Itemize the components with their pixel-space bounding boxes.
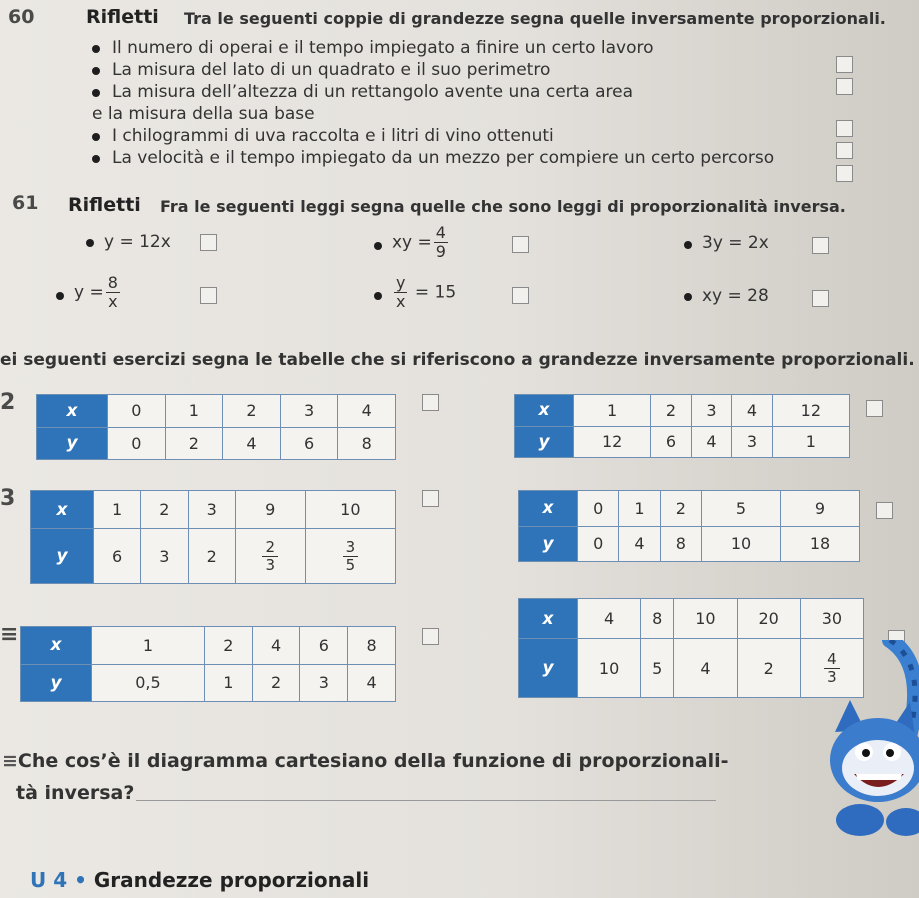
- table-cell: 6: [651, 426, 691, 458]
- table-cell: 8: [641, 599, 674, 639]
- ex60-checkbox-4[interactable]: [836, 142, 853, 159]
- table-cell: 4: [619, 526, 660, 562]
- law-a-checkbox[interactable]: [200, 234, 217, 251]
- table-cell: 4: [674, 639, 737, 698]
- table-5-checkbox[interactable]: [422, 628, 439, 645]
- table-cell: 1: [574, 395, 651, 427]
- exercise-63-number: 3: [0, 486, 16, 511]
- bullet: [56, 292, 64, 300]
- law-d-checkbox[interactable]: [200, 287, 217, 304]
- table-cell: 3: [691, 395, 731, 427]
- bullet: [374, 242, 382, 250]
- table-cell: 2: [651, 395, 691, 427]
- table-cell: 6: [300, 627, 348, 665]
- fraction-denominator: 5: [345, 555, 356, 574]
- tables-instruction: ei seguenti esercizi segna le tabelle che si riferiscono a grandezze inversamente proporzionali.: [0, 350, 915, 370]
- table-3-checkbox[interactable]: [422, 490, 439, 507]
- ex60-item-3-continued: e la misura della sua base: [92, 104, 315, 124]
- table-cell: 2: [660, 491, 701, 527]
- law-e: [392, 274, 456, 311]
- table-2-y-row: [515, 426, 850, 458]
- table-cell: 0: [578, 526, 619, 562]
- ex60-checkbox-1[interactable]: [836, 56, 853, 73]
- table-cell: 4: [578, 599, 641, 639]
- ex60-item-1: Il numero di operai e il tempo impiegato a finire un certo lavoro: [112, 38, 654, 58]
- table-3: [30, 490, 396, 584]
- law-c: 3y = 2x: [702, 233, 769, 253]
- table-cell: 6: [280, 427, 338, 460]
- table-cell: 8: [660, 526, 701, 562]
- table-cell: 1: [619, 491, 660, 527]
- footer-unit: U 4: [30, 868, 68, 892]
- ex60-item-5: La velocità e il tempo impiegato da un mezzo per compiere un certo percorso: [112, 148, 775, 168]
- ex60-checkbox-2[interactable]: [836, 78, 853, 95]
- law-f-checkbox[interactable]: [812, 290, 829, 307]
- question-line-2: tà inversa?: [16, 782, 135, 804]
- law-c-checkbox[interactable]: [812, 237, 829, 254]
- law-e-numerator: y: [396, 273, 406, 292]
- fraction-denominator: 3: [265, 555, 276, 574]
- table-cell: 0: [108, 395, 166, 428]
- table-2: [514, 394, 850, 458]
- table-6-y-row: [519, 639, 864, 698]
- table-5-x-row: [21, 627, 396, 665]
- table-cell: 9: [780, 491, 859, 527]
- table-cell: 18: [780, 526, 859, 562]
- table-cell: 2: [204, 627, 252, 665]
- table-cell: 4: [691, 426, 731, 458]
- table-cell: 4: [732, 395, 772, 427]
- table-cell: 2: [223, 395, 281, 428]
- fraction-numerator: 2: [262, 539, 278, 557]
- table-cell: 2: [165, 427, 223, 460]
- law-d-denominator: x: [108, 292, 118, 311]
- table-3-y-row: [31, 529, 396, 584]
- table-cell: 2: [252, 664, 300, 702]
- exercise-61-number: 61: [12, 192, 39, 214]
- cat-mascot-icon: [820, 640, 919, 840]
- table-4-x-row: [519, 491, 860, 527]
- table-2-x-row: [515, 395, 850, 427]
- table-cell: 2: [737, 639, 800, 698]
- table-cell: [235, 529, 305, 584]
- law-b-checkbox[interactable]: [512, 236, 529, 253]
- question-text-1: Che cos’è il diagramma cartesiano della funzione di proporzionali-: [17, 750, 729, 772]
- exercise-62-number: 2: [0, 390, 16, 415]
- table-1-x-header: x: [37, 395, 108, 428]
- law-b-numerator: 4: [435, 223, 446, 242]
- table-1-checkbox[interactable]: [422, 394, 439, 411]
- table-cell: 30: [800, 599, 863, 639]
- table-cell: 9: [235, 491, 305, 529]
- ex60-checkbox-5[interactable]: [836, 165, 853, 182]
- table-2-y-header: y: [515, 426, 574, 458]
- table-cell: 10: [578, 639, 641, 698]
- footer-separator: •: [74, 868, 87, 892]
- table-cell: [305, 529, 395, 584]
- table-cell: 3: [300, 664, 348, 702]
- table-5: [20, 626, 396, 702]
- table-4-y-row: [519, 526, 860, 562]
- table-1: [36, 394, 396, 460]
- law-d-numerator: 8: [107, 273, 118, 292]
- table-1-y-header: y: [37, 427, 108, 460]
- table-4: [518, 490, 860, 562]
- table-cell: 4: [223, 427, 281, 460]
- table-5-y-header: y: [21, 664, 92, 702]
- table-3-x-header: x: [31, 491, 94, 529]
- table-5-x-header: x: [21, 627, 92, 665]
- fraction-numerator: 4: [824, 651, 840, 669]
- law-d-left: y =: [74, 282, 104, 303]
- law-e-denominator: x: [396, 292, 406, 311]
- ex60-item-3: La misura dell’altezza di un rettangolo avente una certa area: [112, 82, 634, 102]
- table-4-checkbox[interactable]: [876, 502, 893, 519]
- table-cell: 5: [641, 639, 674, 698]
- table-cell: 1: [92, 627, 205, 665]
- table-cell: 3: [280, 395, 338, 428]
- law-f: xy = 28: [702, 286, 769, 306]
- table-cell: 5: [702, 491, 781, 527]
- table-1-x-row: [37, 395, 396, 428]
- table-6: [518, 598, 864, 698]
- table-cell: 0: [108, 427, 166, 460]
- table-1-y-row: [37, 427, 396, 460]
- table-cell: 1: [165, 395, 223, 428]
- exercise-60-title: Tra le seguenti coppie di grandezze segna quelle inversamente proporzionali.: [184, 9, 886, 28]
- law-e-checkbox[interactable]: [512, 287, 529, 304]
- answer-line[interactable]: [136, 800, 716, 801]
- exercise-60-number: 60: [8, 6, 35, 28]
- exercise-60-keyword: Rifletti: [86, 6, 159, 28]
- law-a: y = 12x: [104, 232, 171, 252]
- table-cell: 1: [204, 664, 252, 702]
- ex60-checkbox-3[interactable]: [836, 120, 853, 137]
- table-5-y-row: [21, 664, 396, 702]
- table-cell: 12: [772, 395, 849, 427]
- law-d: [74, 274, 122, 311]
- bullet: [684, 293, 692, 301]
- table-cell: 8: [338, 427, 396, 460]
- table-6-x-header: x: [519, 599, 578, 639]
- footer-topic: Grandezze proporzionali: [93, 868, 370, 892]
- table-cell: 2: [188, 529, 235, 584]
- fraction-numerator: 3: [343, 539, 359, 557]
- table-cell: 3: [188, 491, 235, 529]
- law-b: [392, 224, 450, 261]
- table-cell: 4: [252, 627, 300, 665]
- exercise-64-marker: ≡: [0, 622, 19, 647]
- table-3-y-header: y: [31, 529, 94, 584]
- table-2-x-header: x: [515, 395, 574, 427]
- table-6-x-row: [519, 599, 864, 639]
- law-e-right: = 15: [414, 282, 457, 303]
- table-2-checkbox[interactable]: [866, 400, 883, 417]
- table-cell: 10: [702, 526, 781, 562]
- table-cell: 0,5: [92, 664, 205, 702]
- table-cell: 1: [94, 491, 141, 529]
- exercise-61-title: Fra le seguenti leggi segna quelle che sono leggi di proporzionalità inversa.: [160, 197, 846, 216]
- table-cell: 1: [772, 426, 849, 458]
- question-marker: ≡: [2, 750, 18, 772]
- table-cell: 6: [94, 529, 141, 584]
- table-cell: 8: [348, 627, 396, 665]
- table-3-x-row: [31, 491, 396, 529]
- table-cell: 10: [674, 599, 737, 639]
- law-b-left: xy =: [392, 232, 432, 253]
- table-cell: 20: [737, 599, 800, 639]
- page-footer: [30, 868, 369, 892]
- ex60-item-4: I chilogrammi di uva raccolta e i litri di vino ottenuti: [112, 126, 554, 146]
- table-cell: 3: [732, 426, 772, 458]
- table-6-y-header: y: [519, 639, 578, 698]
- table-cell: 3: [141, 529, 188, 584]
- table-cell: 4: [338, 395, 396, 428]
- bullet: [86, 239, 94, 247]
- table-cell: 2: [141, 491, 188, 529]
- table-4-x-header: x: [519, 491, 578, 527]
- table-cell: 0: [578, 491, 619, 527]
- exercise-61-keyword: Rifletti: [68, 194, 141, 216]
- table-cell: 10: [305, 491, 395, 529]
- table-cell: 12: [574, 426, 651, 458]
- question-line-1: [2, 750, 728, 772]
- ex60-item-2: La misura del lato di un quadrato e il suo perimetro: [112, 60, 551, 80]
- table-4-y-header: y: [519, 526, 578, 562]
- law-b-denominator: 9: [435, 242, 446, 261]
- table-cell: 4: [348, 664, 396, 702]
- bullet: [374, 292, 382, 300]
- fraction-denominator: 3: [827, 667, 837, 686]
- bullet: [684, 241, 692, 249]
